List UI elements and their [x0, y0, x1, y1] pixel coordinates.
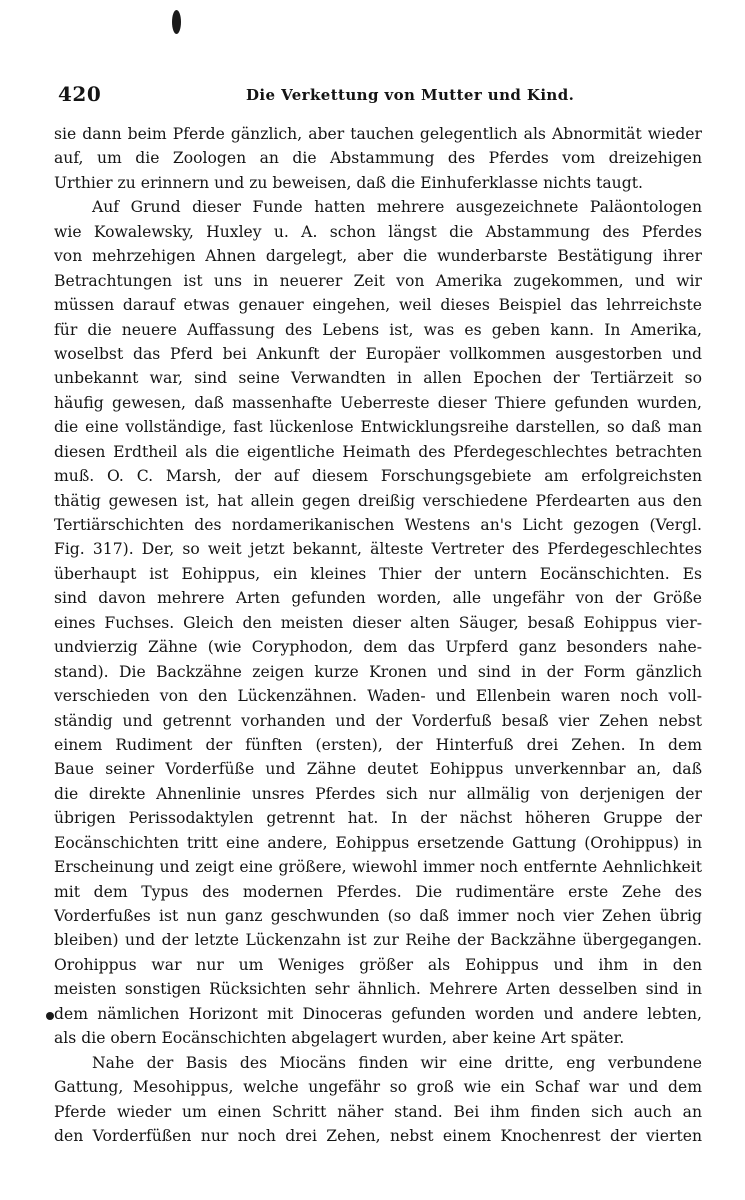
text-line: einem Rudiment der fünften (ersten), der Hinterfuß drei Zehen. In dem — [54, 735, 702, 754]
text-line: Fig. 317). Der, so weit jetzt bekannt, älteste Vertreter des Pferdegeschlechtes — [54, 540, 702, 559]
text-line: Auf Grund dieser Funde hatten mehrere ausgezeichnete Paläontologen — [92, 198, 702, 217]
ink-speck — [46, 1012, 54, 1020]
text-line: überhaupt ist Eohippus, ein kleines Thier der untern Eocänschichten. Es — [54, 564, 702, 583]
text-line: sind davon mehrere Arten gefunden worden, alle ungefähr von der Größe — [54, 589, 702, 608]
ink-speck — [172, 10, 181, 34]
page-header — [58, 82, 708, 108]
text-line: stand). Die Backzähne zeigen kurze Kronen und sind in der Form gänzlich — [54, 662, 702, 681]
text-line: die eine vollständige, fast lückenlose Entwicklungsreihe darstellen, so daß man — [54, 418, 702, 437]
text-line: als die obern Eocänschichten abgelagert wurden, aber keine Art später. — [54, 1029, 625, 1048]
text-line: müssen darauf etwas genauer eingehen, weil dieses Beispiel das lehrreichste — [54, 296, 702, 315]
text-line: diesen Erdtheil als die eigentliche Heimath des Pferdegeschlechtes betrachten — [54, 442, 702, 461]
text-line: ständig und getrennt vorhanden und der Vorderfuß besaß vier Zehen nebst — [54, 711, 702, 730]
text-line: Orohippus war nur um Weniges größer als Eohippus und ihm in den — [54, 955, 702, 974]
text-line: mit dem Typus des modernen Pferdes. Die rudimentäre erste Zehe des — [54, 882, 702, 901]
text-line: unbekannt war, sind seine Verwandten in allen Epochen der Tertiärzeit so — [54, 369, 702, 388]
text-line: häufig gewesen, daß massenhafte Ueberreste dieser Thiere gefunden wurden, — [54, 393, 702, 412]
page-number: 420 — [58, 82, 102, 106]
text-line: wie Kowalewsky, Huxley u. A. schon längst die Abstammung des Pferdes — [54, 222, 702, 241]
text-line: verschieden von den Lückenzähnen. Waden- und Ellenbein waren noch voll- — [54, 687, 702, 706]
text-line: Tertiärschichten des nordamerikanischen Westens an's Licht gezogen (Vergl. — [54, 516, 702, 534]
text-line: auf, um die Zoologen an die Abstammung des Pferdes vom dreizehigen — [54, 149, 702, 168]
text-line: Baue seiner Vorderfüße und Zähne deutet Eohippus unverkennbar an, daß — [54, 760, 702, 779]
text-line: thätig gewesen ist, hat allein gegen dreißig verschiedene Pferdearten aus den — [54, 491, 702, 510]
text-line: Eocänschichten tritt eine andere, Eohippus ersetzende Gattung (Orohippus) in — [54, 833, 702, 852]
text-line: Erscheinung und zeigt eine größere, wiewohl immer noch entfernte Aehnlichkeit — [54, 858, 702, 877]
text-line: für die neuere Auffassung des Lebens ist, was es geben kann. In Amerika, — [54, 320, 702, 339]
text-line: Betrachtungen ist uns in neuerer Zeit von Amerika zugekommen, und wir — [54, 271, 702, 290]
text-line: meisten sonstigen Rücksichten sehr ähnlich. Mehrere Arten desselben sind in — [54, 980, 702, 999]
running-title: Die Verkettung von Mutter und Kind. — [246, 86, 575, 104]
body-text — [54, 122, 702, 1148]
text-line: bleiben) und der letzte Lückenzahn ist zur Reihe der Backzähne übergegangen. — [54, 931, 702, 950]
text-line: eines Fuchses. Gleich den meisten dieser alten Säuger, besaß Eohippus vier- — [54, 613, 702, 632]
text-line: undvierzig Zähne (wie Coryphodon, dem das Urpferd ganz besonders nahe- — [54, 638, 702, 657]
text-line: sie dann beim Pferde gänzlich, aber tauchen gelegentlich als Abnormität wieder — [54, 125, 702, 143]
text-line: von mehrzehigen Ahnen dargelegt, aber die wunderbarste Bestätigung ihrer — [54, 247, 702, 266]
text-line: Pferde wieder um einen Schritt näher stand. Bei ihm finden sich auch an — [54, 1102, 702, 1121]
text-line: den Vorderfüßen nur noch drei Zehen, nebst einem Knochenrest der vierten — [54, 1126, 702, 1145]
text-line: Gattung, Mesohippus, welche ungefähr so groß wie ein Schaf war und dem — [54, 1078, 702, 1097]
text-line: übrigen Perissodaktylen getrennt hat. In der nächst höheren Gruppe der — [54, 809, 702, 828]
text-line: dem nämlichen Horizont mit Dinoceras gefunden worden und andere lebten, — [54, 1004, 702, 1023]
text-line: Vorderfußes ist nun ganz geschwunden (so daß immer noch vier Zehen übrig — [54, 907, 702, 925]
text-line: muß. O. C. Marsh, der auf diesem Forschungsgebiete am erfolgreichsten — [54, 467, 702, 486]
text-line: woselbst das Pferd bei Ankunft der Europäer vollkommen ausgestorben und — [54, 344, 702, 363]
text-line: die direkte Ahnenlinie unsres Pferdes sich nur allmälig von derjenigen der — [54, 784, 702, 803]
text-line: Urthier zu erinnern und zu beweisen, daß die Einhuferklasse nichts taugt. — [54, 173, 643, 192]
text-line: Nahe der Basis des Miocäns finden wir eine dritte, eng verbundene — [92, 1053, 702, 1072]
